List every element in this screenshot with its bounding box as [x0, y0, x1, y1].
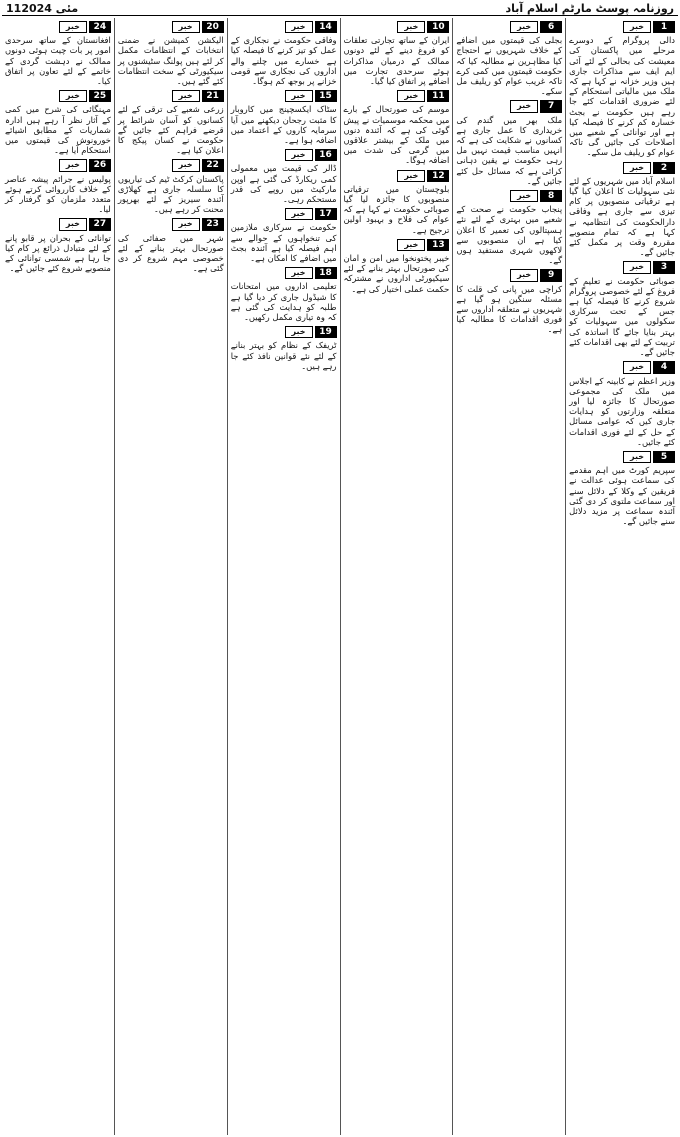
news-item — [118, 21, 224, 86]
news-item-header — [456, 269, 562, 281]
news-item — [344, 21, 450, 86]
news-item-header — [118, 90, 224, 102]
news-item-number: 27 — [89, 218, 111, 230]
news-item-label: خبر — [623, 451, 651, 463]
news-item-number: 25 — [89, 90, 111, 102]
news-item-text: مہنگائی کی شرح میں کمی کے آثار نظر آ رہے ہیں ادارہ شماریات کے مطابق اشیائے خورونوش کی قیمتوں میں استحکام آیا ہے۔ — [5, 104, 111, 156]
news-item-text: بلوچستان میں ترقیاتی منصوبوں کا جائزہ لیا گیا صوبائی حکومت نے کہا ہے کہ عوام کی فلاح و بہبود اولین ترجیح ہے۔ — [343, 183, 450, 235]
news-item-header — [344, 21, 450, 33]
news-item — [5, 21, 111, 86]
news-item — [569, 261, 675, 357]
news-item-header — [344, 170, 450, 182]
news-item — [118, 159, 224, 214]
news-item-label: خبر — [59, 218, 87, 230]
news-item-number: 7 — [540, 100, 562, 112]
news-item-number: 21 — [202, 90, 224, 102]
news-item — [456, 21, 562, 96]
news-item — [118, 218, 224, 273]
news-item-label: خبر — [623, 162, 651, 174]
news-item-label: خبر — [510, 269, 538, 281]
news-item-header — [231, 326, 337, 338]
news-item-text: وزیر اعظم نے کابینہ کے اجلاس میں ملک کی مجموعی صورتحال کا جائزہ لیا اور متعلقہ وزارتوں کو ہدایات جاری کیں کہ عوامی مسائل کے حل کے لئے فوری اقدامات کئے جائیں۔ — [569, 375, 675, 447]
news-item-text: سپریم کورٹ میں اہم مقدمے کی سماعت ہوئی عدالت نے فریقین کے وکلا کے دلائل سنے اور سماعت ملتوی کر دی گئی آئندہ سماعت پر مزید دلائل سنے جائیں گے۔ — [569, 465, 675, 527]
news-column — [340, 18, 453, 1135]
news-item-number: 13 — [427, 239, 449, 251]
news-item-label: خبر — [397, 170, 425, 182]
news-item-label: خبر — [623, 261, 651, 273]
news-item — [456, 190, 562, 265]
news-item-text: وفاقی حکومت نے نجکاری کے عمل کو تیز کرنے کا فیصلہ کیا ہے خسارے میں چلنے والے اداروں کی نجکاری سے قومی خزانے پر بوجھ کم ہوگا۔ — [230, 35, 337, 87]
news-item-number: 23 — [202, 218, 224, 230]
news-item-text: پنجاب حکومت نے صحت کے شعبے میں بہتری کے لئے نئے ہسپتالوں کی تعمیر کا اعلان کیا ہے ان منصوبوں سے لاکھوں شہری مستفید ہوں گے۔ — [456, 204, 563, 266]
news-column — [452, 18, 565, 1135]
news-item-number: 4 — [653, 361, 675, 373]
news-item-label: خبر — [59, 90, 87, 102]
news-item-label: خبر — [59, 21, 87, 33]
news-item-number: 19 — [315, 326, 337, 338]
news-item — [569, 451, 675, 526]
news-item-number: 6 — [540, 21, 562, 33]
news-item-header — [5, 159, 111, 171]
news-item-text: موسم کی صورتحال کے بارے میں محکمہ موسمیات نے پیش گوئی کی ہے کہ آئندہ دنوں میں ملک کے بیشتر علاقوں میں گرمی کی شدت میں اضافہ ہوگا۔ — [343, 104, 450, 166]
news-item-label: خبر — [285, 21, 313, 33]
news-item-number: 8 — [540, 190, 562, 202]
news-item-label: خبر — [285, 326, 313, 338]
news-item-label: خبر — [397, 239, 425, 251]
news-item-number: 18 — [315, 267, 337, 279]
news-item-header — [231, 267, 337, 279]
news-item-header — [456, 100, 562, 112]
news-item-header — [231, 90, 337, 102]
news-item-number: 9 — [540, 269, 562, 281]
news-item — [456, 269, 562, 334]
news-columns — [2, 18, 678, 1135]
news-item-number: 10 — [427, 21, 449, 33]
news-item-text: زرعی شعبے کی ترقی کے لئے کسانوں کو آسان شرائط پر قرضے فراہم کئے جائیں گے حکومت نے کسان پیکج کا اعلان کیا ہے۔ — [117, 104, 224, 156]
news-item-header — [456, 21, 562, 33]
news-item-label: خبر — [285, 267, 313, 279]
news-item-text: دالی پروگرام کے دوسرے مرحلے میں پاکستان کی معیشت کی بحالی کے لئے آئی ایم ایف سے مذاکرات جاری ہیں وزیر خزانہ نے کہا ہے کہ ملک میں مالیاتی استحکام کے لئے ضروری اقدامات کئے جا رہے ہیں حکومت نے بجٹ خسارہ کم کرنے کا فیصلہ کیا ہے اور توانائی کے شعبے میں اصلاحات کی جائیں گی تاکہ عوام کو ریلیف مل سکے۔ — [569, 35, 675, 158]
news-item-header — [5, 21, 111, 33]
news-item-number: 26 — [89, 159, 111, 171]
news-item-label: خبر — [285, 149, 313, 161]
news-item-header — [118, 21, 224, 33]
news-item-header — [231, 208, 337, 220]
news-item-text: کراچی میں پانی کی قلت کا مسئلہ سنگین ہو گیا ہے شہریوں نے متعلقہ اداروں سے فوری اقدامات کا مطالبہ کیا ہے۔ — [456, 283, 563, 335]
news-item-number: 17 — [315, 208, 337, 220]
news-item-header — [231, 149, 337, 161]
news-item — [569, 361, 675, 447]
news-item-header — [5, 218, 111, 230]
news-item — [5, 159, 111, 214]
news-item-header — [569, 361, 675, 373]
news-item-text: بجلی کی قیمتوں میں اضافے کے خلاف شہریوں نے احتجاج کیا مظاہرین نے مطالبہ کیا کہ حکومت قیمتوں میں کمی کرے تاکہ غریب عوام کو ریلیف مل سکے۔ — [456, 35, 563, 97]
news-item-text: الیکشن کمیشن نے ضمنی انتخابات کے انتظامات مکمل کر لئے ہیں پولنگ سٹیشنوں پر سیکیورٹی کے سخت انتظامات کئے گئے ہیں۔ — [117, 35, 224, 87]
news-item — [456, 100, 562, 186]
news-item-label: خبر — [397, 90, 425, 102]
news-item-text: صوبائی حکومت نے تعلیم کے فروغ کے لئے خصوصی پروگرام شروع کرنے کا فیصلہ کیا ہے جس کے تحت سرکاری سکولوں میں سہولیات کو بہتر بنایا جائے گا اساتذہ کی تربیت کے لئے بھی اقدامات کئے جائیں گے۔ — [569, 275, 675, 358]
news-item-label: خبر — [172, 159, 200, 171]
news-item — [5, 218, 111, 273]
news-item-header — [231, 21, 337, 33]
news-item — [569, 162, 675, 258]
news-item-text: پولیس نے جرائم پیشہ عناصر کے خلاف کارروائی کرتے ہوئے متعدد ملزمان کو گرفتار کر لیا۔ — [5, 173, 111, 215]
news-item-label: خبر — [59, 159, 87, 171]
news-item-label: خبر — [397, 21, 425, 33]
news-item-header — [344, 90, 450, 102]
news-item-number: 24 — [89, 21, 111, 33]
news-item-text: افغانستان کے ساتھ سرحدی امور پر بات چیت ہوئی دونوں ممالک نے دہشت گردی کے خاتمے کے لئے تعاون پر اتفاق کیا۔ — [5, 35, 111, 87]
news-item — [344, 170, 450, 235]
news-item-label: خبر — [510, 190, 538, 202]
news-item-number: 1 — [653, 21, 675, 33]
news-item-number: 15 — [315, 90, 337, 102]
news-item-label: خبر — [172, 90, 200, 102]
news-item-header — [344, 239, 450, 251]
news-item-label: خبر — [285, 90, 313, 102]
news-item-number: 20 — [202, 21, 224, 33]
news-column — [227, 18, 340, 1135]
news-item-text: خیبر پختونخوا میں امن و امان کی صورتحال بہتر بنانے کے لئے سیکیورٹی اداروں نے مشترکہ حکمت عملی اختیار کی ہے۔ — [343, 253, 450, 294]
news-item-label: خبر — [510, 100, 538, 112]
news-item — [231, 149, 337, 204]
news-item-text: اسلام آباد میں شہریوں کے لئے نئی سہولیات کا اعلان کیا گیا ہے ترقیاتی منصوبوں پر کام تیزی سے جاری ہے وفاقی دارالحکومت کی انتظامیہ نے کہا ہے کہ تمام منصوبے مقررہ وقت پر مکمل کئے جائیں گے۔ — [569, 175, 675, 258]
news-column — [565, 18, 678, 1135]
masthead-rule — [2, 15, 678, 16]
news-item-number: 22 — [202, 159, 224, 171]
news-item — [118, 90, 224, 155]
news-item-text: حکومت نے سرکاری ملازمین کی تنخواہوں کے حوالے سے اہم فیصلہ کیا ہے آئندہ بجٹ میں اضافے کا امکان ہے۔ — [230, 222, 337, 264]
news-item-text: سٹاک ایکسچینج میں کاروبار کا مثبت رجحان دیکھنے میں آیا سرمایہ کاروں کے اعتماد میں اضافہ ہوا ہے۔ — [230, 104, 337, 146]
news-item-label: خبر — [623, 21, 651, 33]
news-item-number: 11 — [427, 90, 449, 102]
news-item-header — [118, 159, 224, 171]
news-item — [344, 90, 450, 165]
news-item-number: 12 — [427, 170, 449, 182]
news-column — [2, 18, 114, 1135]
news-item-number: 3 — [653, 261, 675, 273]
news-item — [231, 21, 337, 86]
news-item-header — [569, 21, 675, 33]
news-item-text: شہر میں صفائی کی صورتحال بہتر بنانے کے لئے خصوصی مہم شروع کر دی گئی ہے۔ — [117, 232, 224, 274]
news-item — [231, 90, 337, 145]
masthead — [0, 0, 680, 14]
news-item-text: ٹریفک کے نظام کو بہتر بنانے کے لئے نئے قوانین نافذ کئے جا رہے ہیں۔ — [230, 340, 337, 371]
news-item-number: 5 — [653, 451, 675, 463]
news-item-text: ملک بھر میں گندم کی خریداری کا عمل جاری ہے کسانوں نے شکایت کی ہے کہ انہیں مناسب قیمت نہیں مل رہی حکومت نے یقین دہانی کرائی ہے کہ مسائل حل کئے جائیں گے۔ — [456, 114, 563, 186]
news-item-header — [456, 190, 562, 202]
news-item-header — [118, 218, 224, 230]
news-item-header — [569, 261, 675, 273]
news-item-text: تعلیمی اداروں میں امتحانات کا شیڈول جاری کر دیا گیا ہے طلبہ کو ہدایت کی گئی ہے کہ وہ تیاری مکمل رکھیں۔ — [230, 281, 337, 323]
news-item-text: توانائی کے بحران پر قابو پانے کے لئے متبادل ذرائع پر کام کیا جا رہا ہے شمسی توانائی کے منصوبے شروع کئے جائیں گے۔ — [5, 232, 111, 274]
news-item-text: ڈالر کی قیمت میں معمولی کمی ریکارڈ کی گئی ہے اوپن مارکیٹ میں روپے کی قدر مستحکم رہی۔ — [230, 163, 337, 205]
news-item — [231, 208, 337, 263]
issue-date: 11مئی 2024 — [6, 2, 79, 15]
news-item-number: 2 — [653, 162, 675, 174]
news-item-text: پاکستان کرکٹ ٹیم کی تیاریوں کا سلسلہ جاری ہے کھلاڑی آئندہ سیریز کے لئے بھرپور محنت کر رہے ہیں۔ — [117, 173, 224, 215]
news-item-label: خبر — [285, 208, 313, 220]
news-item-number: 16 — [315, 149, 337, 161]
news-item — [231, 326, 337, 371]
news-column — [114, 18, 227, 1135]
news-item-label: خبر — [623, 361, 651, 373]
news-item-number: 14 — [315, 21, 337, 33]
news-item-header — [569, 451, 675, 463]
news-item-label: خبر — [172, 21, 200, 33]
news-item-header — [569, 162, 675, 174]
newspaper-title: روزنامہ پوسٹ مارٹم اسلام آباد — [505, 2, 674, 15]
news-item — [344, 239, 450, 294]
news-item-label: خبر — [510, 21, 538, 33]
news-item — [5, 90, 111, 155]
news-item — [569, 21, 675, 158]
news-item-header — [5, 90, 111, 102]
news-item-text: ایران کے ساتھ تجارتی تعلقات کو فروغ دینے کے لئے دونوں ممالک کے درمیان مذاکرات ہوئے سرحدی تجارت میں اضافے پر اتفاق کیا گیا۔ — [343, 35, 450, 87]
news-item — [231, 267, 337, 322]
news-item-label: خبر — [172, 218, 200, 230]
